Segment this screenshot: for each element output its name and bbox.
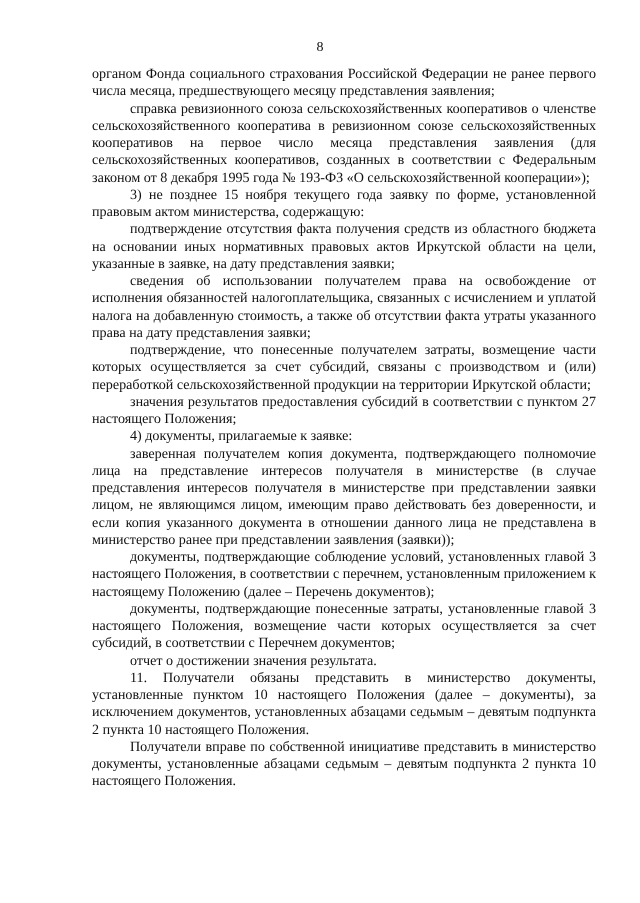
paragraph-result-report: отчет о достижении значения результата. (130, 652, 377, 669)
paragraph-conditions-documents: документы, подтверждающие соблюдение условий, установленных главой 3 настоящего Положения, в соответствии с перечнем, установленным приложением к настоящему Положению (далее – Перечень документов); (92, 549, 596, 600)
paragraph-costs-confirmation: подтверждение, что понесенные получателем затраты, возмещение части которых осуществляется за счет субсидий, связаны с производством и (или) переработкой сельскохозяйственной продукции на территории Иркутской области; (92, 342, 596, 393)
page-number: 8 (316, 40, 324, 55)
paragraph-expenses-documents: документы, подтверждающие понесенные затраты, установленные главой 3 настоящего Положения, возмещение части которых осуществляется за счет субсидий, в соответствии с Перечнем документов; (92, 600, 596, 652)
paragraph-item-4-attachments: 4) документы, прилагаемые к заявке: (130, 428, 353, 445)
paragraph-result-values: значения результатов предоставления субсидий в соответствии с пунктом 27 настоящего Положения; (92, 393, 596, 427)
paragraph-item-3-application: 3) не позднее 15 ноября текущего года заявку по форме, установленной правовым актом министерства, содержащую: (92, 186, 596, 220)
paragraph-own-initiative: Получатели вправе по собственной инициативе представить в министерство документы, установленные абзацами седьмым – девятым подпункта 2 пункта 10 настоящего Положения. (92, 738, 596, 790)
paragraph-vat-exemption-info: сведения об использовании получателем права на освобождение от исполнения обязанностей налогоплательщика, связанных с исчислением и уплатой налога на добавленную стоимость, а также об отсутствии факта утраты указанного права на дату представления заявки; (92, 273, 596, 341)
paragraph-power-of-attorney-copy: заверенная получателем копия документа, подтверждающего полномочие лица на представление интересов получателя в министерстве (в случае представления интересов получателя в министерстве при представлении заявки лицом, не являющимся лицом, имеющим право действовать без доверенности, и если копия указанного документа в отношении данного лица не представлена в министерство ранее при представлении заявления (заявки)); (92, 445, 596, 548)
paragraph-section-11: 11. Получатели обязаны представить в министерство документы, установленные пунктом 10 настоящего Положения (далее – документы), за исключением документов, установленных абзацами седьмым – девятым подпункта 2 пункта 10 настоящего Положения. (92, 669, 596, 738)
paragraph-continuation: органом Фонда социального страхования Российской Федерации не ранее первого числа месяца, предшествующего месяцу представления заявления; (92, 66, 596, 100)
paragraph-audit-union-certificate: справка ревизионного союза сельскохозяйственных кооперативов о членстве сельскохозяйственного кооператива в ревизионном союзе сельскохозяйственных кооперативов на первое число месяца представления заявления (для сельскохозяйственных кооперативов, созданных в соответствии с Федеральным законом от 8 декабря 1995 года № 193-ФЗ «О сельскохозяйственной кооперации»); (92, 100, 596, 186)
paragraph-no-funds-confirmation: подтверждение отсутствия факта получения средств из областного бюджета на основании иных нормативных правовых актов Иркутской области на цели, указанные в заявке, на дату представления заявки; (92, 221, 596, 272)
document-body (92, 66, 596, 791)
